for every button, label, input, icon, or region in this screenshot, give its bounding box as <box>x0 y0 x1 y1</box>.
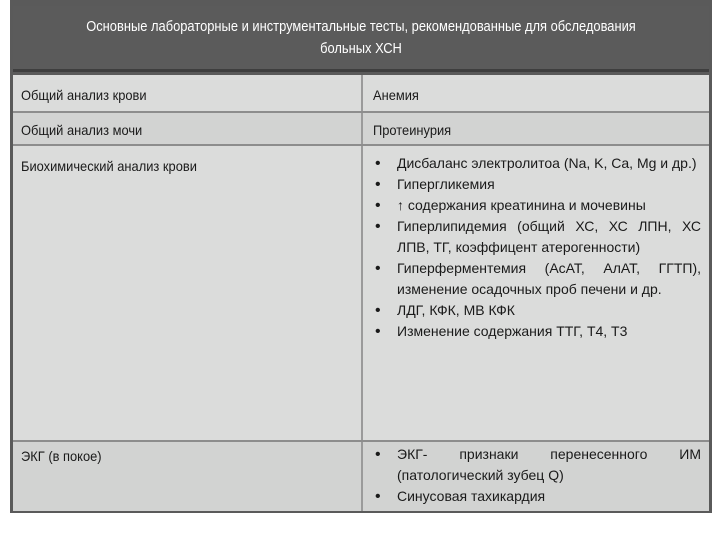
finding-item: • Гиперферментемия (АсАТ, АлАТ, ГГТП), изменение осадочных проб печени и др. <box>373 258 701 300</box>
table-title-text: Основные лабораторные и инструментальные тесты, рекомендованные для обследования больных ХСН <box>86 17 636 57</box>
table-frame <box>10 0 712 513</box>
findings-list <box>373 153 701 342</box>
result-cell <box>361 442 709 511</box>
finding-item: • Синусовая тахикардия <box>373 486 701 507</box>
test-cell <box>13 146 360 440</box>
test-name: ЭКГ (в покое) <box>21 448 102 464</box>
result-cell <box>361 75 709 111</box>
result-text: Анемия <box>373 87 419 103</box>
test-cell <box>13 75 360 111</box>
table-title <box>13 6 709 72</box>
finding-item: • ЛДГ, КФК, МВ КФК <box>373 300 701 321</box>
test-name: Общий анализ крови <box>21 87 147 103</box>
finding-item: • ЭКГ- признаки перенесенного ИМ (патологический зубец Q) <box>373 444 701 486</box>
finding-item: • Гипергликемия <box>373 174 701 195</box>
findings-list <box>373 444 701 507</box>
test-name: Общий анализ мочи <box>21 122 143 138</box>
result-cell <box>361 146 709 440</box>
table-row <box>13 113 709 146</box>
table-row <box>13 442 709 511</box>
table-row <box>13 75 709 113</box>
finding-item: • Дисбаланс электролитоа (Na, K, Ca, Mg и др.) <box>373 153 701 174</box>
finding-item: • ↑ содержания креатинина и мочевины <box>373 195 701 216</box>
test-cell <box>13 442 360 511</box>
result-text: Протеинурия <box>373 122 452 138</box>
result-cell <box>361 113 709 144</box>
test-name: Биохимический анализ крови <box>21 158 197 174</box>
finding-item: • Изменение содержания ТТГ, Т4, Т3 <box>373 321 701 342</box>
test-cell <box>13 113 360 144</box>
table-row <box>13 146 709 442</box>
finding-item: • Гиперлипидемия (общий ХС, ХС ЛПН, ХС ЛПВ, ТГ, коэффицент атерогенности) <box>373 216 701 258</box>
